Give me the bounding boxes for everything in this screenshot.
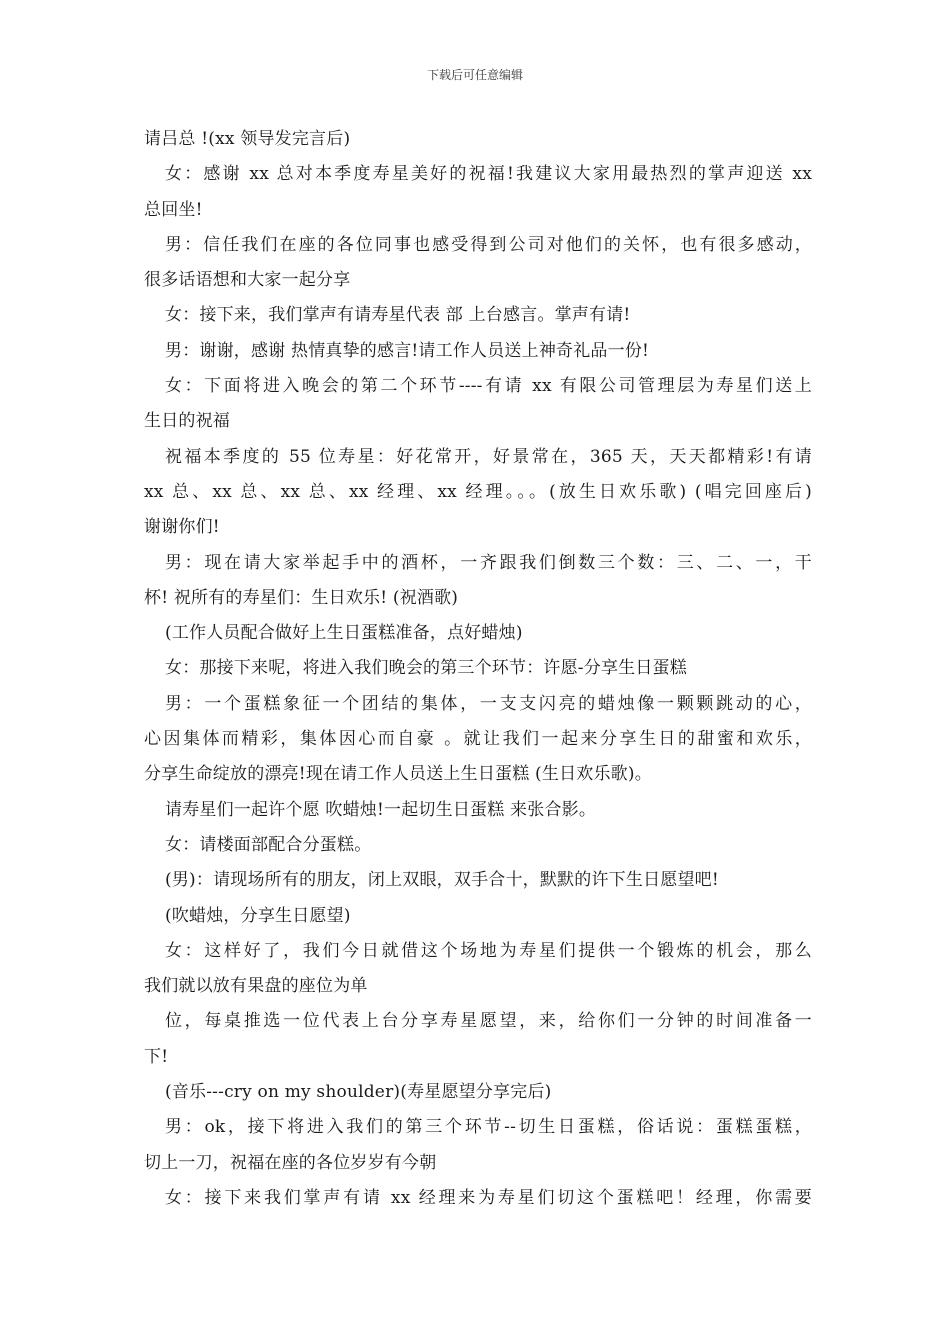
paragraph-line: 请吕总 !(xx 领导发完言后) — [144, 129, 351, 149]
paragraph-line: 谢谢你们! — [144, 517, 220, 538]
paragraph-line: 很多话语想和大家一起分享 — [144, 270, 351, 291]
paragraph-line: 女：那接下来呢，将进入我们晚会的第三个环节：许愿-分享生日蛋糕 — [165, 658, 687, 679]
paragraph-line: 男：现在请大家举起手中的酒杯，一齐跟我们倒数三个数：三、二、一，干 — [165, 552, 812, 573]
paragraph-line: 祝福本季度的 55 位寿星：好花常开，好景常在，365 天，天天都精彩!有请 — [165, 446, 812, 467]
paragraph-line: 女：下面将进入晚会的第二个环节----有请 xx 有限公司管理层为寿星们送上 — [165, 376, 812, 397]
paragraph-line: 请寿星们一起许个愿 吹蜡烛!一起切生日蛋糕 来张合影。 — [165, 799, 597, 820]
paragraph-line: (工作人员配合做好上生日蛋糕准备，点好蜡烛) — [165, 623, 523, 644]
paragraph-line: 男：谢谢，感谢 热情真挚的感言!请工作人员送上神奇礼品一份! — [165, 340, 650, 361]
paragraph-line: 女：这样好了，我们今日就借这个场地为寿星们提供一个锻炼的机会，那么 — [165, 940, 812, 961]
page-header: 下载后可任意编辑 — [426, 68, 523, 82]
paragraph-line: 生日的祝福 — [144, 411, 230, 432]
paragraph-line: 我们就以放有果盘的座位为单 — [144, 976, 368, 997]
paragraph-line: 总回坐! — [144, 199, 203, 220]
paragraph-line: (吹蜡烛，分享生日愿望) — [165, 905, 351, 926]
paragraph-line: (男)：请现场所有的朋友，闭上双眼，双手合十，默默的许下生日愿望吧! — [165, 870, 719, 891]
paragraph-line: 下! — [144, 1046, 169, 1067]
paragraph-line: 切上一刀，祝福在座的各位岁岁有今朝 — [144, 1152, 437, 1173]
paragraph-line: 杯! 祝所有的寿星们：生日欢乐! (祝酒歌) — [144, 587, 459, 608]
paragraph-line: 女：接下来，我们掌声有请寿星代表 部 上台感言。掌声有请! — [165, 305, 631, 326]
paragraph-line: 男：信任我们在座的各位同事也感受得到公司对他们的关怀，也有很多感动， — [165, 234, 812, 255]
document-body — [144, 122, 812, 1216]
paragraph-line: 女：接下来我们掌声有请 xx 经理来为寿星们切这个蛋糕吧！经理，你需要 — [165, 1187, 812, 1208]
paragraph-line: (音乐---cry on my shoulder)(寿星愿望分享完后) — [165, 1082, 552, 1103]
paragraph-line: 位，每桌推选一位代表上台分享寿星愿望，来，给你们一分钟的时间准备一 — [165, 1011, 812, 1032]
paragraph-line: xx 总、xx 总、xx 总、xx 经理、xx 经理。。。(放生日欢乐歌) (唱完回座后) — [144, 481, 812, 502]
paragraph-line: 心因集体而精彩，集体因心而自豪 。就让我们一起来分享生日的甜蜜和欢乐， — [144, 729, 812, 750]
paragraph-line: 女：请楼面部配合分蛋糕。 — [165, 834, 372, 855]
paragraph-line: 男：一个蛋糕象征一个团结的集体，一支支闪亮的蜡烛像一颗颗跳动的心， — [165, 693, 812, 714]
paragraph-line: 男：ok，接下将进入我们的第三个环节--切生日蛋糕，俗话说：蛋糕蛋糕， — [165, 1117, 812, 1138]
paragraph-line: 女：感谢 xx 总对本季度寿星美好的祝福!我建议大家用最热烈的掌声迎送 xx — [165, 164, 812, 185]
paragraph-line: 分享生命绽放的漂亮!现在请工作人员送上生日蛋糕 (生日欢乐歌)。 — [144, 764, 652, 785]
